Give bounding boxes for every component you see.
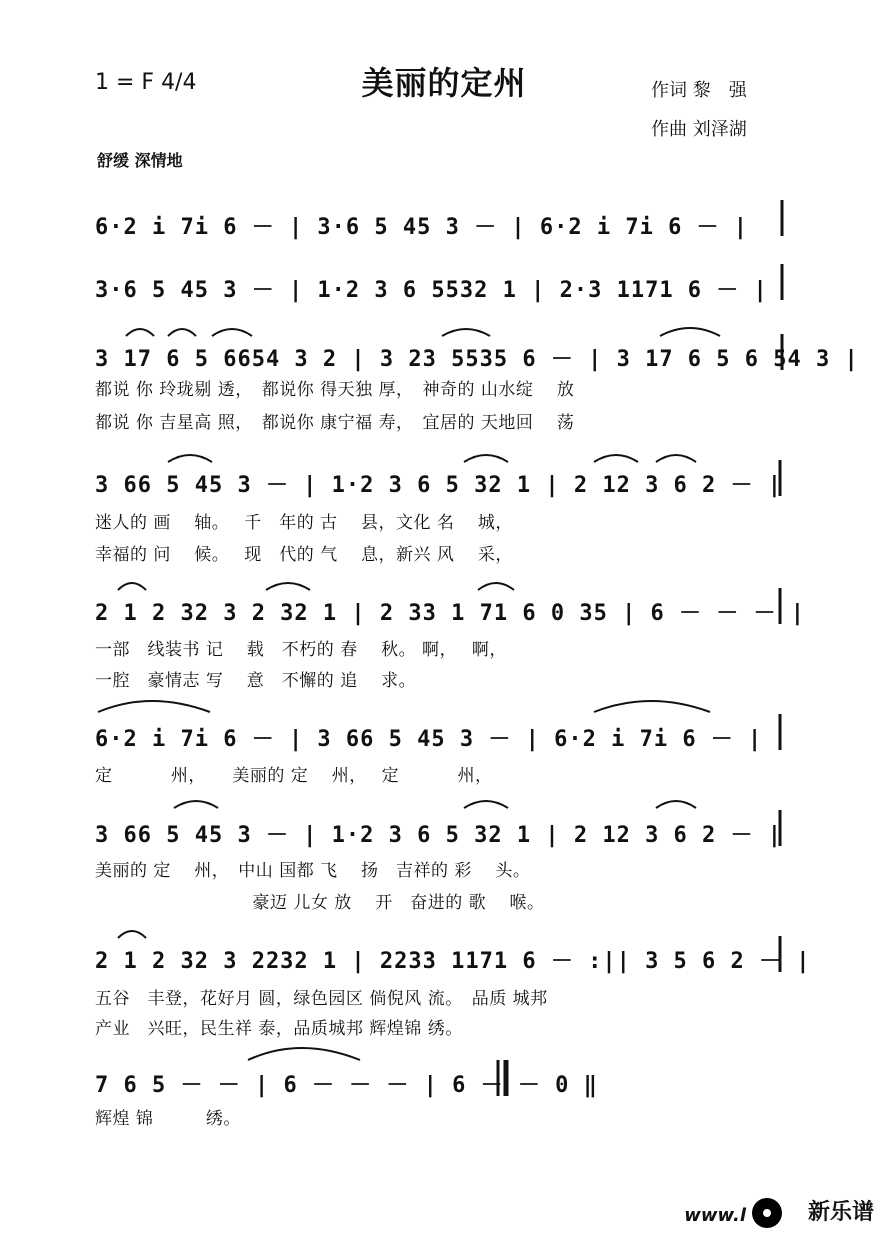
lyrics-row-7-verse-1: 美丽的 定 州， 中山 国都 飞 扬 吉祥的 彩 头。 xyxy=(95,861,531,881)
notation-row-5: 2 1 2 32 3 2 32 1 | 2 33 1 71 6 0 35 | 6 － － － | xyxy=(95,601,806,626)
tempo-marking: 舒缓 深情地 xyxy=(97,151,183,170)
lyrics-row-4-verse-1: 迷人的 画 轴。 千 年的 古 县，文化 名 城， xyxy=(95,513,513,533)
watermark-brand: 新乐谱 xyxy=(807,1200,874,1225)
record-disc-icon xyxy=(752,1198,782,1228)
watermark-url: www.l xyxy=(684,1205,746,1226)
notation-row-9: 7 6 5 － － | 6 － － － | 6 － － 0 ‖ xyxy=(95,1073,598,1098)
key-signature: 1 = F 4/4 xyxy=(95,70,197,95)
notation-row-2: 3·6 5 45 3 － | 1·2 3 6 5532 1 | 2·3 1171 6 － | xyxy=(95,278,768,303)
lyrics-row-9-verse-1: 辉煌 锦 绣。 xyxy=(95,1109,241,1129)
notation-row-4: 3 66 5 45 3 － | 1·2 3 6 5 32 1 | 2 12 3 6 2 － | xyxy=(95,473,783,498)
slur-mark xyxy=(126,329,154,336)
composer-credit: 作曲 刘泽湖 xyxy=(651,119,747,140)
lyricist-credit: 作词 黎 强 xyxy=(651,80,747,101)
notation-row-3: 3 17 6 5 6654 3 2 | 3 23 5535 6 － | 3 17 6 5 6 54 3 | xyxy=(95,347,859,372)
lyrics-row-7-verse-2: 豪迈 儿女 放 开 奋进的 歌 喉。 xyxy=(95,893,545,913)
lyrics-row-8-verse-2: 产业 兴旺，民生祥 泰，品质城邦 辉煌锦 绣。 xyxy=(95,1019,463,1039)
notation-row-8: 2 1 2 32 3 2232 1 | 2233 1171 6 － :|| 3 5 6 2 － | xyxy=(95,949,811,974)
notation-row-1: 6·2 i 7i 6 － | 3·6 5 45 3 － | 6·2 i 7i 6 － | xyxy=(95,215,749,240)
lyrics-row-8-verse-1: 五谷 丰登，花好月 圆，绿色园区 倘倪风 流。 品质 城邦 xyxy=(95,989,548,1009)
lyrics-row-3-verse-2: 都说 你 吉星高 照， 都说你 康宁福 寿， 宜居的 天地回 荡 xyxy=(95,413,575,433)
song-title: 美丽的定州 xyxy=(361,64,527,102)
lyrics-row-5-verse-2: 一腔 豪情志 写 意 不懈的 追 求。 xyxy=(95,671,417,691)
lyrics-row-4-verse-2: 幸福的 问 候。 现 代的 气 息，新兴 风 采， xyxy=(95,545,513,565)
notation-row-6: 6·2 i 7i 6 － | 3 66 5 45 3 － | 6·2 i 7i 6 － | xyxy=(95,727,763,752)
lyrics-row-3-verse-1: 都说 你 玲珑剔 透， 都说你 得天独 厚， 神奇的 山水绽 放 xyxy=(95,380,575,400)
lyrics-row-5-verse-1: 一部 线装书 记 载 不朽的 春 秋。 啊， 啊， xyxy=(95,640,507,660)
lyrics-row-6-verse-1: 定 州， 美丽的 定 州， 定 州， xyxy=(95,766,493,786)
notation-row-7: 3 66 5 45 3 － | 1·2 3 6 5 32 1 | 2 12 3 6 2 － | xyxy=(95,823,783,848)
